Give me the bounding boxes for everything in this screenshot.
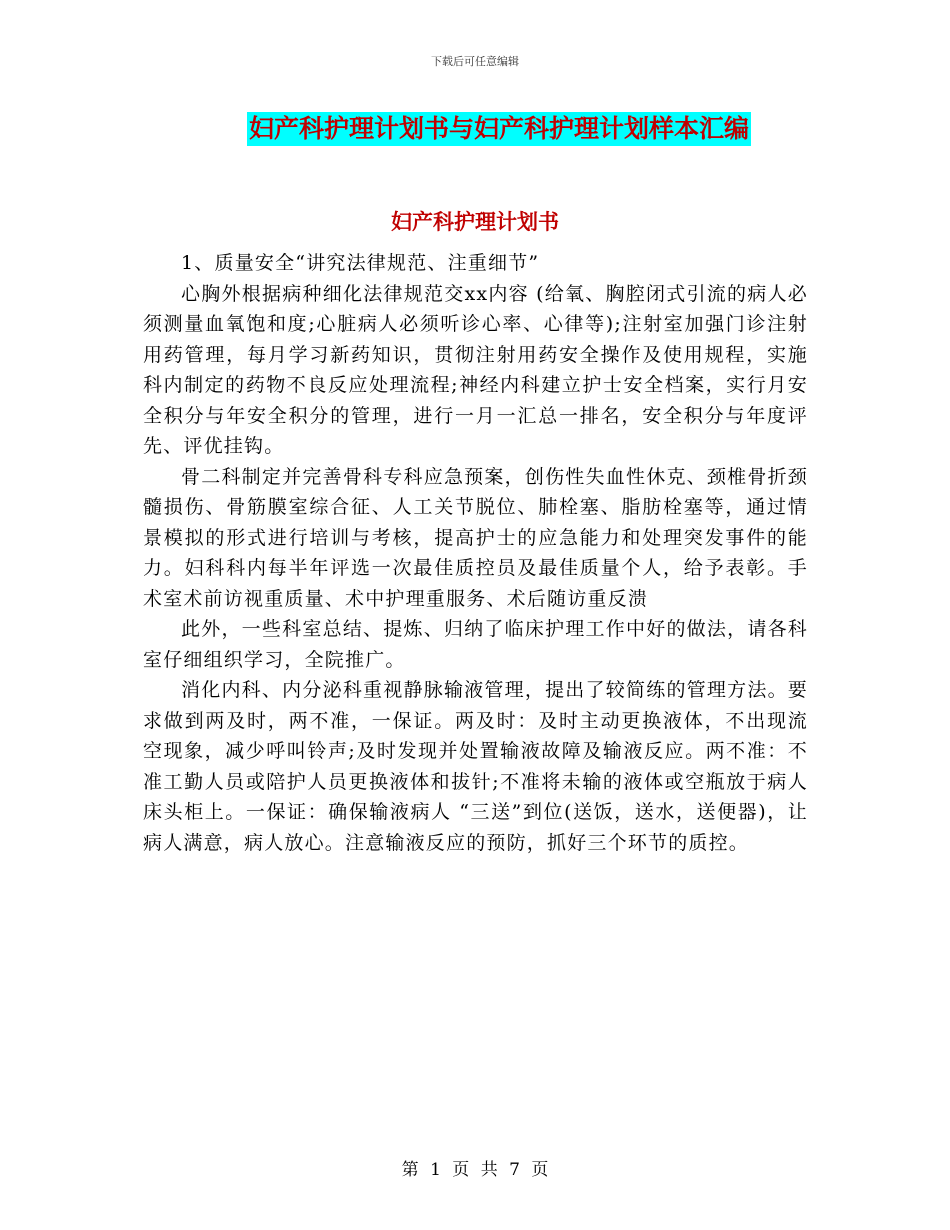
document-body [143,248,808,858]
page-footer: 第 1 页 共 7 页 [401,1160,549,1180]
paragraph: 此外，一些科室总结、提炼、归纳了临床护理工作中好的做法，请各科室仔细组织学习，全院推广。 [143,618,808,671]
paragraph: 消化内科、内分泌科重视静脉输液管理，提出了较简练的管理方法。要求做到两及时，两不准，一保证。两及时：及时主动更换液体，不出现流空现象，减少呼叫铃声;及时发现并处置输液故障及输液反应。两不准：不准工勤人员或陪护人员更换液体和拔针;不准将未输的液体或空瓶放于病人床头柜上。一保证：确保输液病人 “三送”到位(送饭，送水，送便器)，让病人满意，病人放心。注意输液反应的预防，抓好三个环节的质控。 [143,679,808,854]
document-title-text: 妇产科护理计划书与妇产科护理计划样本汇编 [247,112,751,146]
paragraph: 1、质量安全“讲究法律规范、注重细节” [181,252,540,274]
document-title [0,112,950,146]
header-note: 下载后可任意编辑 [431,55,519,68]
paragraph: 骨二科制定并完善骨科专科应急预案，创伤性失血性休克、颈椎骨折颈髓损伤、骨筋膜室综合征、人工关节脱位、肺栓塞、脂肪栓塞等，通过情景模拟的形式进行培训与考核，提高护士的应急能力和处理突发事件的能力。妇科科内每半年评选一次最佳质控员及最佳质量个人，给予表彰。手术室术前访视重质量、术中护理重服务、术后随访重反溃 [143,465,808,610]
paragraph: 心胸外根据病种细化法律规范交xx内容 (给氧、胸腔闭式引流的病人必须测量血氧饱和度;心脏病人必须听诊心率、心律等);注射室加强门诊注射用药管理，每月学习新药知识，贯彻注射用药安全操作及使用规程，实施科内制定的药物不良反应处理流程;神经内科建立护士安全档案，实行月安全积分与年安全积分的管理，进行一月一汇总一排名，安全积分与年度评先、评优挂钩。 [143,282,808,457]
section-title: 妇产科护理计划书 [391,209,559,234]
